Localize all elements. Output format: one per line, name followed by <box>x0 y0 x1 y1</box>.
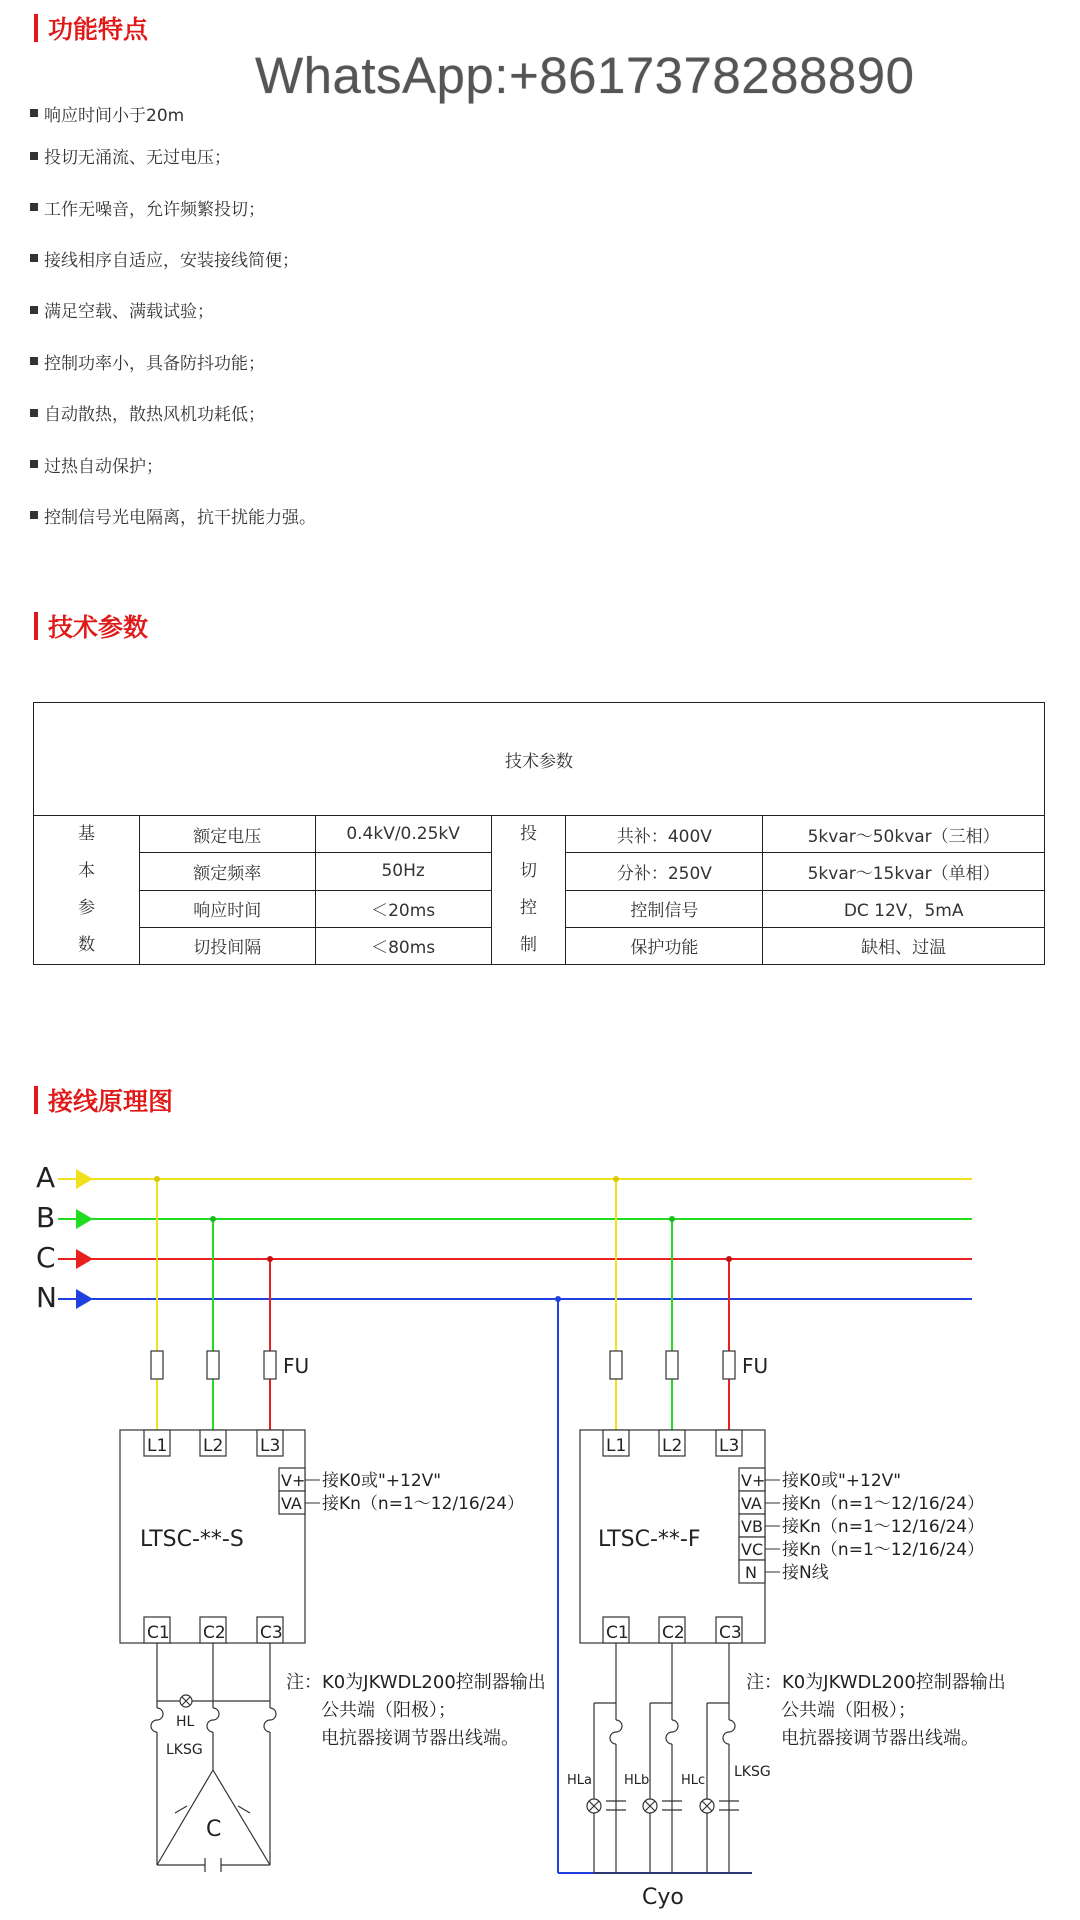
right-capacitor-circuit <box>587 1643 752 1873</box>
terminal-c2: C2 <box>662 1623 685 1643</box>
terminal-note: 接N线 <box>782 1563 829 1583</box>
wiring-diagram <box>0 1120 1080 1920</box>
table-cell: 50Hz <box>315 853 491 890</box>
group-switch-cell: 投 切 控 制 <box>491 816 566 965</box>
hlc-label: HLc <box>681 1773 706 1788</box>
left-phase-drops <box>154 1176 273 1430</box>
left-model-label: LTSC-**-S <box>140 1527 244 1552</box>
feature-item: 接线相序自适应，安装接线简便； <box>30 233 316 284</box>
terminal-l1: L1 <box>147 1436 168 1456</box>
terminal-vc: VC <box>741 1540 764 1559</box>
table-cell: 共补：400V <box>566 816 763 853</box>
terminal-l2: L2 <box>662 1436 683 1456</box>
lksg-label: LKSG <box>734 1764 771 1780</box>
title-accent-bar <box>34 14 38 42</box>
hla-label: HLa <box>567 1773 592 1788</box>
fuse-label-right: FU <box>742 1354 769 1378</box>
fuse-label-left: FU <box>283 1354 310 1378</box>
terminal-va: VA <box>281 1494 302 1513</box>
table-cell: 5kvar～15kvar（单相） <box>763 853 1045 890</box>
square-bullet-icon <box>30 254 38 262</box>
square-bullet-icon <box>30 460 38 468</box>
square-bullet-icon <box>30 511 38 519</box>
features-section-title <box>34 10 148 46</box>
table-cell: 切投间隔 <box>139 927 315 964</box>
table-header: 技术参数 <box>34 703 1045 816</box>
title-accent-bar <box>34 612 38 640</box>
terminal-l1: L1 <box>606 1436 627 1456</box>
watermark-text: WhatsApp:+8617378288890 <box>255 47 915 104</box>
table-cell: 5kvar～50kvar（三相） <box>763 816 1045 853</box>
terminal-note: 接Kn（n=1～12/16/24） <box>782 1517 985 1537</box>
feature-list <box>30 96 316 541</box>
terminal-vplus: V+ <box>281 1471 306 1490</box>
bus-label-n: N <box>36 1281 57 1314</box>
square-bullet-icon <box>30 203 38 211</box>
note-line: 电抗器接调节器出线端。 <box>321 1728 519 1749</box>
terminal-c3: C3 <box>260 1623 283 1643</box>
capacitor-label: Cyo <box>642 1885 684 1910</box>
square-bullet-icon <box>30 109 38 117</box>
note-line: 公共端（阳极）； <box>781 1700 916 1721</box>
wiring-title-text: 接线原理图 <box>48 1087 174 1116</box>
terminal-c1: C1 <box>606 1623 629 1643</box>
feature-item: 控制功率小，具备防抖功能； <box>30 336 316 387</box>
capacitor-label: C <box>206 1817 222 1842</box>
table-row <box>34 816 1045 853</box>
feature-item: 投切无涌流、无过电压； <box>30 130 316 181</box>
square-bullet-icon <box>30 306 38 314</box>
table-cell: ＜80ms <box>315 927 491 964</box>
terminal-note: 接Kn（n=1～12/16/24） <box>782 1494 985 1514</box>
square-bullet-icon <box>30 409 38 417</box>
group-basic-cell: 基 本 参 数 <box>34 816 140 965</box>
fuse-icon <box>151 1351 735 1379</box>
table-cell: 额定频率 <box>139 853 315 890</box>
terminal-vplus: V+ <box>741 1471 766 1490</box>
feature-item: 自动散热，散热风机功耗低； <box>30 387 316 438</box>
table-cell: 分补：250V <box>566 853 763 890</box>
table-cell: 0.4kV/0.25kV <box>315 816 491 853</box>
table-cell: 控制信号 <box>566 890 763 927</box>
terminal-c1: C1 <box>147 1623 170 1643</box>
terminal-c2: C2 <box>203 1623 226 1643</box>
right-note-leaders <box>765 1480 780 1572</box>
feature-item: 过热自动保护； <box>30 438 316 489</box>
title-accent-bar <box>34 1086 38 1114</box>
note-line: 注：K0为JKWDL200控制器输出 <box>746 1672 1006 1693</box>
note-line: 电抗器接调节器出线端。 <box>781 1728 979 1749</box>
bus-label-a: A <box>36 1161 56 1194</box>
square-bullet-icon <box>30 357 38 365</box>
square-bullet-icon <box>30 152 38 160</box>
terminal-c3: C3 <box>719 1623 742 1643</box>
table-cell: 额定电压 <box>139 816 315 853</box>
table-cell: DC 12V，5mA <box>763 890 1045 927</box>
feature-item: 响应时间小于20m <box>30 96 316 130</box>
lksg-label: LKSG <box>166 1742 203 1758</box>
feature-item: 控制信号光电隔离，抗干扰能力强。 <box>30 490 316 541</box>
feature-item: 满足空载、满载试验； <box>30 284 316 335</box>
terminal-l3: L3 <box>719 1436 740 1456</box>
terminal-l2: L2 <box>203 1436 224 1456</box>
right-model-label: LTSC-**-F <box>598 1527 701 1552</box>
params-section-title <box>34 608 148 644</box>
terminal-note: 接K0或"+12V" <box>322 1471 442 1491</box>
hlb-label: HLb <box>624 1773 650 1788</box>
right-phase-drops <box>613 1176 732 1430</box>
terminal-n: N <box>745 1563 757 1582</box>
table-cell: ＜20ms <box>315 890 491 927</box>
note-line: 公共端（阳极）； <box>321 1700 456 1721</box>
wiring-section-title <box>34 1082 173 1118</box>
hl-label: HL <box>176 1714 195 1730</box>
terminal-vb: VB <box>741 1517 763 1536</box>
table-cell: 保护功能 <box>566 927 763 964</box>
params-title-text: 技术参数 <box>48 613 149 642</box>
bus-label-c: C <box>36 1241 56 1274</box>
params-table <box>33 702 1045 965</box>
terminal-va: VA <box>741 1494 762 1513</box>
terminal-note: 接K0或"+12V" <box>782 1471 902 1491</box>
feature-item: 工作无噪音，允许频繁投切； <box>30 181 316 232</box>
terminal-note: 接Kn（n=1～12/16/24） <box>782 1540 985 1560</box>
terminal-l3: L3 <box>260 1436 281 1456</box>
terminal-note: 接Kn（n=1～12/16/24） <box>322 1494 525 1514</box>
bus-label-b: B <box>36 1201 56 1234</box>
table-cell: 缺相、过温 <box>763 927 1045 964</box>
features-title-text: 功能特点 <box>48 15 149 44</box>
note-line: 注：K0为JKWDL200控制器输出 <box>286 1672 546 1693</box>
table-cell: 响应时间 <box>139 890 315 927</box>
